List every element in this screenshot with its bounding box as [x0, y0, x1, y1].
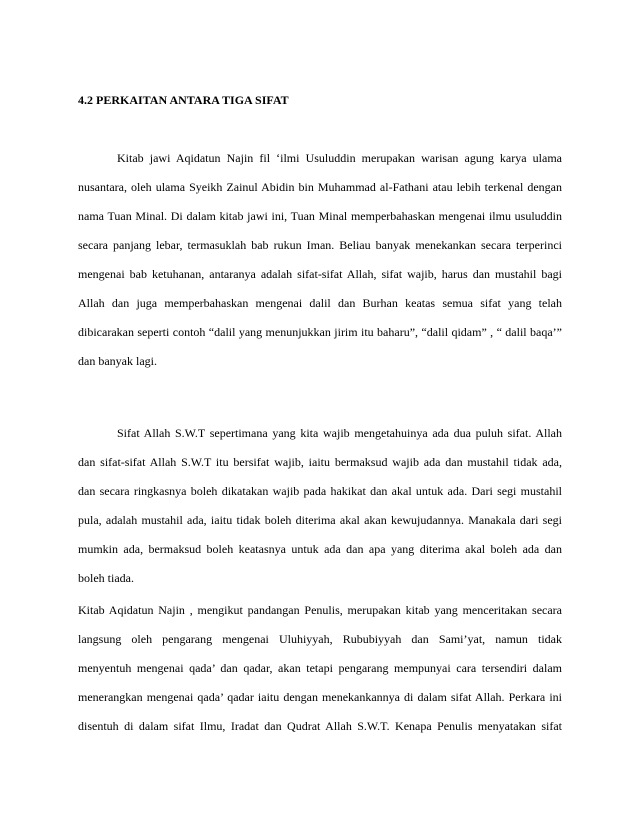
paragraph-line: disentuh di dalam sifat Ilmu, Iradat dan Qudrat Allah S.W.T. Kenapa Penulis menyatakan sifat — [78, 719, 562, 733]
paragraph-line: secara panjang lebar, termasuklah bab rukun Iman. Beliau banyak menekankan secara terperinci — [78, 238, 562, 252]
paragraph-line: Allah dan juga memperbahaskan mengenai dalil dan Burhan keatas semua sifat yang telah — [78, 296, 562, 310]
paragraph-line: Kitab jawi Aqidatun Najin fil ‘ilmi Usuluddin merupakan warisan agung karya ulama — [117, 151, 562, 165]
paragraph-line: dan sifat-sifat Allah S.W.T itu bersifat wajib, iaitu bermaksud wajib ada dan mustahil tidak ada, — [78, 455, 562, 469]
paragraph-1 — [78, 144, 562, 376]
paragraph-line: mengenai bab ketuhanan, antaranya adalah sifat-sifat Allah, sifat wajib, harus dan mustahil bagi — [78, 267, 562, 281]
paragraph-line: Kitab Aqidatun Najin , mengikut pandangan Penulis, merupakan kitab yang menceritakan secara — [78, 603, 562, 617]
paragraph-line: mumkin ada, bermaksud boleh keatasnya untuk ada dan apa yang diterima akal boleh ada dan — [78, 542, 562, 556]
paragraph-3 — [78, 596, 562, 741]
paragraph-line: dan banyak lagi. — [78, 354, 157, 368]
paragraph-line: dibicarakan seperti contoh “dalil yang menunjukkan jirim itu baharu”, “dalil qidam” , “ dalil baqa’” — [78, 325, 562, 339]
paragraph-2 — [78, 419, 562, 593]
section-heading: 4.2 PERKAITAN ANTARA TIGA SIFAT — [78, 93, 289, 107]
paragraph-line: pula, adalah mustahil ada, iaitu tidak boleh diterima akal akan kewujudannya. Manakala dari segi — [78, 513, 562, 527]
paragraph-line: Sifat Allah S.W.T sepertimana yang kita wajib mengetahuinya ada dua puluh sifat. Allah — [117, 426, 562, 440]
paragraph-line: nama Tuan Minal. Di dalam kitab jawi ini, Tuan Minal memperbahaskan mengenai ilmu usuluddin — [78, 209, 562, 223]
paragraph-line: langsung oleh pengarang mengenai Uluhiyyah, Rububiyyah dan Sami’yat, namun tidak — [78, 632, 562, 646]
paragraph-line: boleh tiada. — [78, 571, 134, 585]
paragraph-line: menyentuh mengenai qada’ dan qadar, akan tetapi pengarang mempunyai cara tersendiri dalam — [78, 661, 562, 675]
paragraph-line: nusantara, oleh ulama Syeikh Zainul Abidin bin Muhammad al-Fathani atau lebih terkenal dengan — [78, 180, 562, 194]
paragraph-line: dan secara ringkasnya boleh dikatakan wajib pada hakikat dan akal untuk ada. Dari segi mustahil — [78, 484, 562, 498]
paragraph-line: menerangkan mengenai qada’ qadar iaitu dengan menekankannya di dalam sifat Allah. Perkara ini — [78, 690, 562, 704]
